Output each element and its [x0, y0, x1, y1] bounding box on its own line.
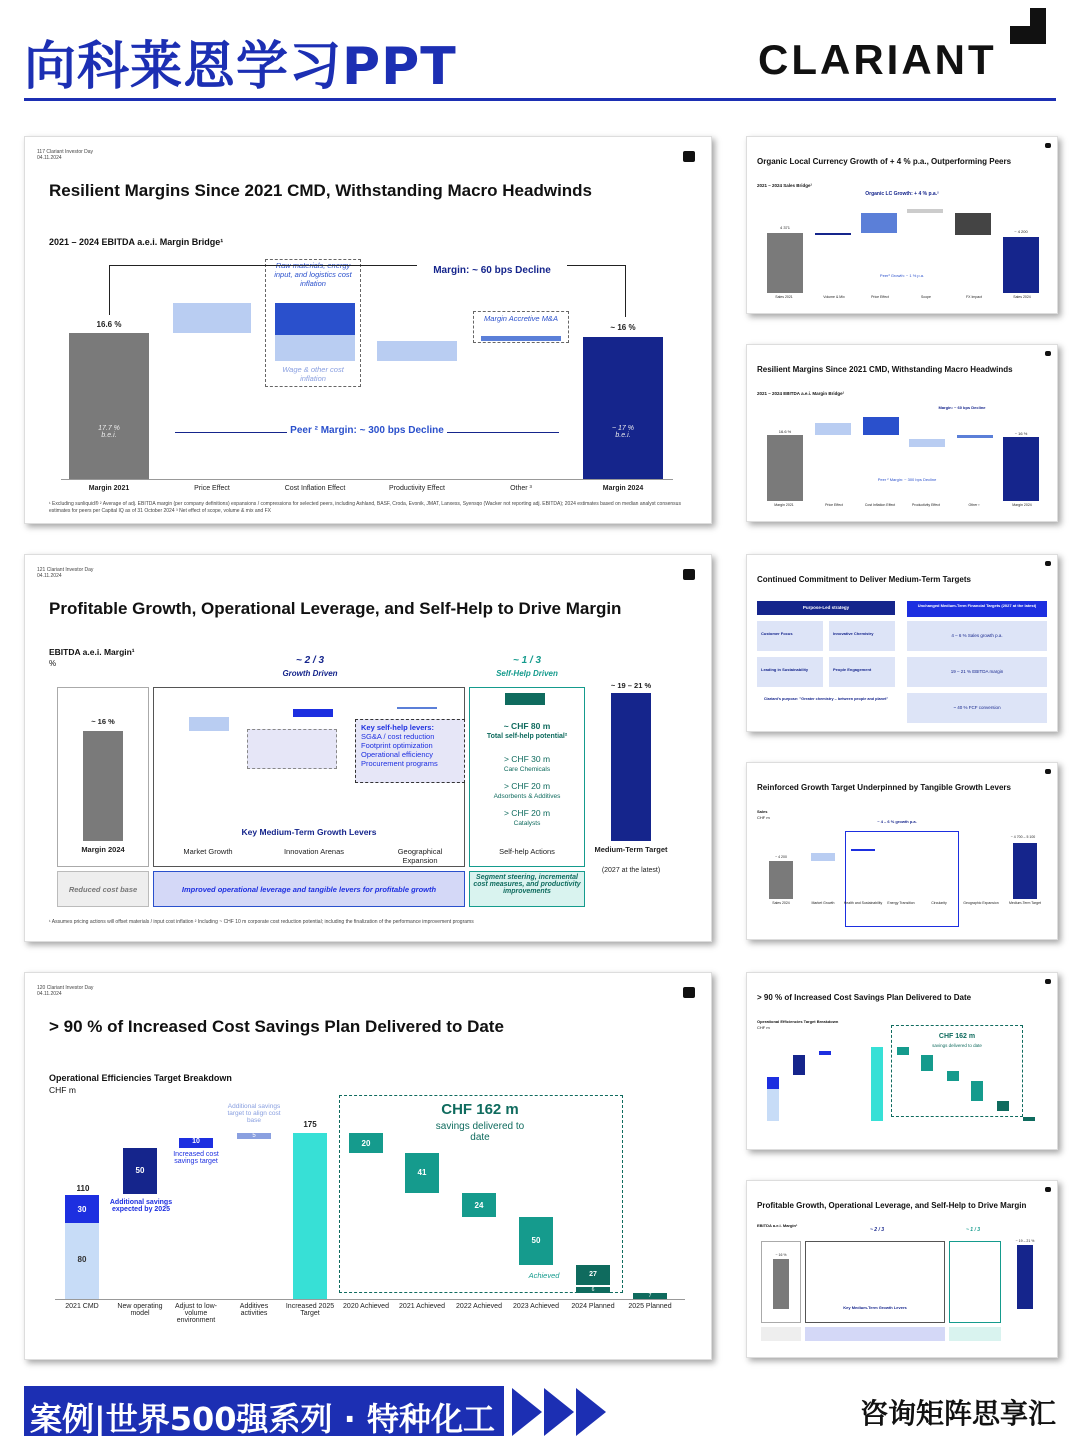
thumb-slide-6[interactable]: [746, 1180, 1058, 1358]
thumb-bar: [851, 849, 875, 851]
clariant-icon: [683, 151, 695, 162]
header-divider: [24, 98, 1056, 101]
chf162: CHF 162 m: [441, 1101, 519, 1118]
x-label: 2024 Planned: [571, 1303, 615, 1310]
raw-materials-label: input, and logistics cost inflation: [274, 270, 352, 288]
chf162-sub: savings delivered to date: [435, 1121, 525, 1143]
peer-margin-label: Peer ² Margin: ~ 300 bps Decline: [287, 425, 447, 436]
clariant-logo-icon: [1010, 8, 1046, 44]
thumb-value: ~ 4 200: [1014, 229, 1028, 234]
thumb-frame: [845, 831, 959, 927]
chart-ylabel: Operational Efficiencies Target Breakdown: [49, 1073, 232, 1083]
clariant-logo-text: CLARIANT: [758, 36, 997, 83]
chf80-sub: Total self-help potential²: [486, 733, 568, 740]
slide-meta: 120 Clariant Investor Day 04.11.2024: [37, 985, 94, 997]
thumb-x: Energy Transition: [887, 901, 915, 905]
thumb-tile: Innovative Chemistry: [829, 621, 895, 651]
bar-innovation: [293, 709, 333, 717]
thumb-x: Cost Inflation Effect: [864, 503, 896, 507]
thumb-x: FX Impact: [966, 295, 982, 299]
thumb-bar: [1017, 1245, 1033, 1309]
thumb-label: ~ 4 – 6 % growth p.a.: [877, 819, 917, 824]
publisher-label: 咨询矩阵思享汇: [859, 1397, 1056, 1430]
x-label: Other ³: [510, 485, 532, 492]
thumb-bar: [907, 209, 943, 213]
inner-label: ~ 17 % b.e.i.: [612, 425, 634, 439]
thumb-bar: [1003, 437, 1039, 501]
thumb-title: Resilient Margins Since 2021 CMD, Withstanding Macro Headwinds: [757, 365, 1013, 374]
bar-margin-2024: [583, 337, 663, 479]
value-label: ~ 16 %: [610, 323, 636, 332]
bar-80: 80: [65, 1223, 99, 1299]
value-label: 16.6 %: [96, 320, 122, 329]
lever-item: Procurement programs: [361, 759, 438, 768]
thumb-value: 16.6 %: [778, 429, 792, 434]
page-title: 向科莱恩学习PPT: [24, 37, 457, 97]
thumb-bar: [811, 853, 835, 861]
thumb-x: Geographic Expansion: [963, 901, 999, 905]
clariant-icon: [1045, 1187, 1051, 1192]
thumb-bar: [793, 1055, 805, 1075]
thumb-slide-1[interactable]: [746, 136, 1058, 314]
wage-label: Wage & other cost inflation: [282, 365, 344, 383]
x-label: Self-help Actions: [499, 847, 555, 856]
thumb-bar: [909, 439, 945, 447]
self-help-levers-box: Key self-help levers: SG&A / cost reduction Footprint optimization Operational efficiency Procurement programs: [355, 719, 465, 783]
growth-fraction: ~ 2 / 3: [295, 655, 325, 666]
clariant-icon: [1045, 561, 1051, 566]
x-label: Productivity Effect: [389, 485, 445, 492]
chevron-icon: [576, 1388, 606, 1436]
x-label: Margin 2021: [88, 485, 130, 492]
thumb-value: ~ 19 – 21 %: [1015, 1239, 1035, 1243]
thumb-row: [949, 1327, 1001, 1341]
thumb-x: Health and Sustainability: [843, 901, 883, 905]
chf20a-sub: Adsorbents & Additives: [493, 793, 561, 800]
chart-ylabel: EBITDA a.e.i. Margin¹: [49, 647, 135, 657]
bar-margin-2024: [83, 731, 123, 841]
thumb-label: Margin: ~ 60 bps Decline: [938, 405, 986, 410]
bar-margin-2021: [69, 333, 149, 479]
thumb-x: Productivity Effect: [912, 503, 940, 507]
bar-7: 7: [633, 1293, 667, 1299]
thumb-bar: [1003, 237, 1039, 293]
accretive-label: Margin Accretive M&A: [484, 314, 558, 323]
x-label: Medium-Term Target: [594, 845, 668, 854]
thumb-x: Medium-Term Target: [1008, 901, 1042, 905]
value-label: 175: [303, 1120, 317, 1129]
x-label: Market Growth: [183, 847, 233, 856]
thumb-bar: [971, 1081, 983, 1101]
clariant-icon: [683, 987, 695, 998]
segment-box: Segment steering, incremental cost measures, and productivity improvements: [469, 871, 585, 907]
thumb-title: Continued Commitment to Deliver Medium-Term Targets: [757, 575, 971, 584]
thumb-bar: [921, 1055, 933, 1071]
thumb-value: 4 371: [779, 225, 790, 230]
thumb-label: ~ 1 / 3: [965, 1227, 981, 1233]
thumb-bar: [957, 435, 993, 438]
clariant-icon: [1045, 143, 1051, 148]
thumb-title: Reinforced Growth Target Underpinned by Tangible Growth Levers: [757, 783, 1011, 792]
x-label: Adjust to low-volume environment: [174, 1303, 218, 1324]
thumb-bar: [955, 213, 991, 235]
chf30-sub: Care Chemicals: [503, 766, 551, 773]
thumb-label: Peer ² Margin: ~ 300 bps Decline: [877, 477, 937, 482]
inc-target-label: Increased cost savings target: [173, 1151, 219, 1165]
leverage-box: Improved operational leverage and tangible levers for profitable growth: [153, 871, 465, 907]
thumb-bar: [947, 1071, 959, 1081]
thumb-sub: 2021 – 2024 Sales Bridge¹: [757, 183, 813, 188]
thumb-value: ~ 4 700 – 5 100: [1010, 835, 1036, 839]
thumb-title: Organic Local Currency Growth of + 4 % p.a., Outperforming Peers: [757, 157, 1012, 166]
chart-unit: %: [49, 659, 57, 668]
thumb-tile: People Engagement: [829, 657, 895, 687]
bar-5: 5: [237, 1133, 271, 1139]
x-label: Cost Inflation Effect: [284, 485, 346, 492]
thumb-unit: CHF m: [757, 1025, 770, 1030]
thumb-bar: [861, 213, 897, 233]
thumb-x: Price Effect: [825, 503, 843, 507]
thumb-frame: [949, 1241, 1001, 1323]
x-label: Margin 2024: [602, 485, 644, 492]
x-label: Price Effect: [194, 485, 230, 492]
thumb-x: Sales 2024: [1013, 295, 1031, 299]
margin-decline-label: Margin: ~ 60 bps Decline: [417, 265, 567, 276]
thumb-bar: [815, 423, 851, 435]
thumb-bar: [767, 435, 803, 501]
thumb-x: Margin 2021: [774, 503, 794, 507]
bar-175: [293, 1133, 327, 1299]
achieved-label: Achieved: [528, 1271, 560, 1280]
chevron-icon: [544, 1388, 574, 1436]
thumb-bar: [819, 1051, 831, 1055]
value-label: ~ 16 %: [91, 717, 115, 726]
lever-item: Footprint optimization: [361, 741, 433, 750]
thumb-value: ~ 4 200: [775, 855, 787, 859]
chevron-icon: [512, 1388, 542, 1436]
thumb-x: Margin 2024: [1012, 503, 1032, 507]
chf30: > CHF 30 m: [503, 754, 551, 764]
target-sub: (2027 at the latest): [601, 867, 661, 874]
thumb-sub: EBITDA a.e.i. Margin¹: [757, 1223, 798, 1228]
clariant-icon: [1045, 979, 1051, 984]
thumb-bar: [997, 1101, 1009, 1111]
thumb-bar: [815, 233, 851, 235]
thumb-label: Organic LC Growth: + 4 % p.a.²: [865, 191, 939, 197]
clariant-icon: [683, 569, 695, 580]
value-label: ~ 19 – 21 %: [610, 681, 652, 690]
thumb-x: Circularity: [931, 901, 947, 905]
bar-other: [481, 336, 561, 341]
thumb-sub: 2021 – 2024 EBITDA a.e.i. Margin Bridge¹: [757, 391, 845, 396]
x-label: Geographical Expansion: [397, 847, 443, 865]
bar-market-growth: [189, 717, 229, 731]
thumb-title: Profitable Growth, Operational Leverage, and Self-Help to Drive Margin: [757, 1201, 1027, 1210]
thumb-label: Key Medium-Term Growth Levers: [843, 1305, 907, 1310]
thumb-sub: Operational Efficiencies Target Breakdown: [757, 1019, 839, 1024]
thumb-bar: [1013, 843, 1037, 899]
slide-title: Resilient Margins Since 2021 CMD, Withstanding Macro Headwinds: [49, 181, 593, 200]
thumb-bar: [767, 1077, 779, 1089]
thumb-value: ~ 16 %: [775, 1253, 787, 1257]
thumb-value: ~ 16 %: [1014, 431, 1028, 436]
x-label: Innovation Arenas: [283, 847, 345, 856]
bar-self-help: [505, 693, 545, 705]
x-label: 2022 Achieved: [456, 1303, 502, 1310]
clariant-icon: [1045, 351, 1051, 356]
x-label: 2023 Achieved: [513, 1303, 559, 1310]
thumb-bar: [769, 861, 793, 899]
thumb-slide-2[interactable]: [746, 344, 1058, 522]
growth-levers-label: Key Medium-Term Growth Levers: [241, 827, 377, 837]
lever-item: SG&A / cost reduction: [361, 732, 435, 741]
x-label: 2025 Planned: [628, 1303, 672, 1310]
reduced-cost-box: Reduced cost base: [57, 871, 149, 907]
chart-unit: CHF m: [49, 1085, 76, 1095]
thumb-slide-4[interactable]: [746, 762, 1058, 940]
self-frame: [469, 687, 585, 867]
thumb-bar: [773, 1259, 789, 1309]
thumb-bar: [1023, 1117, 1035, 1121]
bar-productivity: [377, 341, 457, 361]
slide-title: > 90 % of Increased Cost Savings Plan Delivered to Date: [49, 1017, 504, 1036]
bar-50: 50: [123, 1148, 157, 1194]
inner-label: 17.7 % b.e.i.: [98, 425, 120, 439]
bar-wage: [275, 335, 355, 361]
thumb-x: Price Effect: [871, 295, 889, 299]
thumb-frame: [805, 1241, 945, 1323]
bar-geo: [397, 707, 437, 709]
thumb-bar: [871, 1047, 883, 1121]
thumb-x: Other ³: [968, 503, 980, 507]
x-label: New operating model: [117, 1303, 163, 1317]
thumb-sub: Sales: [757, 809, 768, 814]
bar-41: 41: [405, 1153, 439, 1193]
thumb-unit: CHF m: [757, 815, 770, 820]
thumb-header: Unchanged Medium-Term Financial Targets (2027 at the latest): [907, 601, 1047, 617]
thumb-x: Volume & Mix: [823, 295, 845, 299]
thumb-x: Market Growth: [811, 901, 835, 905]
thumb-slide-5[interactable]: [746, 972, 1058, 1150]
thumb-x: Sales 2021: [775, 295, 793, 299]
bar-20: 20: [349, 1133, 383, 1153]
thumb-label: Peer³ Growth: ~ 1 % p.a.: [857, 273, 947, 278]
chart-subtitle: 2021 – 2024 EBITDA a.e.i. Margin Bridge¹: [49, 237, 224, 247]
clariant-icon: [1045, 769, 1051, 774]
x-label: 2020 Achieved: [343, 1303, 389, 1310]
thumb-target: 19 – 21 % EBITDA margin: [907, 657, 1047, 687]
series-banner-text: 案例|世界500强系列 · 特种化工: [30, 1400, 495, 1438]
thumb-row: [761, 1327, 801, 1341]
thumb-bar: [767, 233, 803, 293]
chf20b-sub: Catalysts: [513, 820, 541, 827]
thumb-x: Scope: [921, 295, 931, 299]
bar-10: 10: [179, 1138, 213, 1148]
slide-footnote: ¹ Assumes pricing actions will offset materials / input cost inflation ² Including ~ CHF 10 m corporate cost reduction potential; including the finalization of the performance improvement programs: [49, 919, 474, 925]
thumb-title: > 90 % of Increased Cost Savings Plan Delivered to Date: [757, 993, 972, 1002]
thumb-tile: Leading in Sustainability: [757, 657, 823, 687]
thumb-label: savings delivered to date: [932, 1043, 982, 1048]
x-label: Additives activities: [239, 1303, 269, 1317]
x-label: Margin 2024: [81, 845, 125, 854]
slide-meta: 121 Clariant Investor Day 04.11.2024: [37, 567, 94, 579]
value-label: 110: [76, 1184, 90, 1193]
slide-profitable-growth[interactable]: [24, 554, 712, 942]
thumb-tile: Customer Focus: [757, 621, 823, 651]
chf20b: > CHF 20 m: [503, 808, 551, 818]
thumb-label: CHF 162 m: [938, 1033, 976, 1040]
chf20a: > CHF 20 m: [503, 781, 551, 791]
thumb-target: 4 – 6 % Sales growth p.a.: [907, 621, 1047, 651]
self-label: Self-Help Driven: [496, 669, 558, 678]
chf80: ~ CHF 80 m: [503, 721, 551, 731]
add-align-label: Additional savings target to align cost base: [227, 1103, 281, 1124]
thumb-bar: [897, 1047, 909, 1055]
bar-target: [611, 693, 651, 841]
slide-resilient-margins[interactable]: [24, 136, 712, 524]
thumb-bar: [863, 417, 899, 435]
thumb-label: ~ 2 / 3: [869, 1227, 885, 1233]
thumb-purpose: Clariant's purpose: "Greater chemistry – between people and planet": [763, 697, 889, 701]
bar-24: 24: [462, 1193, 496, 1217]
slide-footnote: ¹ Excluding sunliquid® ² Average of adj. EBITDA margin (per company definitions) expansions / compressions for selected peers, including Ashland, BASF, Croda, Evonik, JMAT, Lanxess, Syensqo (Wacker not reporting adj. EBITDA); 2024 estimates based on median analyst consensus estimates for peers per Capital IQ as of 31 October 2024 ³ Net effect of scope, volume & mix and FX: [49, 501, 681, 514]
thumb-x: Sales 2024: [772, 901, 790, 905]
thumb-row: [805, 1327, 945, 1341]
thumb-header: Purpose-Led strategy: [757, 601, 895, 615]
self-fraction: ~ 1 / 3: [512, 655, 542, 666]
x-label: Increased 2025 Target: [285, 1303, 335, 1317]
thumb-target: ~ 40 % FCF conversion: [907, 693, 1047, 723]
bar-price-effect: [173, 303, 251, 333]
slide-title: Profitable Growth, Operational Leverage, and Self-Help to Drive Margin: [49, 599, 622, 618]
thumb-bar: [767, 1089, 779, 1121]
bar-27: 27: [576, 1265, 610, 1285]
bar-50b: 50: [519, 1217, 553, 1265]
slide-meta: 117 Clariant Investor Day 04.11.2024: [37, 149, 94, 161]
add-savings-label: Additional savings expected by 2025: [109, 1199, 173, 1213]
thumb-slide-3[interactable]: [746, 554, 1058, 732]
slide-cost-savings[interactable]: [24, 972, 712, 1360]
bar-raw-materials: [275, 303, 355, 335]
innovation-icons-box: [247, 729, 337, 769]
x-label: 2021 CMD: [65, 1303, 99, 1310]
bar-6: 6: [576, 1287, 610, 1293]
lever-item: Operational efficiency: [361, 750, 433, 759]
bar-30: 30: [65, 1195, 99, 1223]
growth-label: Growth Driven: [282, 669, 338, 678]
x-label: 2021 Achieved: [399, 1303, 445, 1310]
